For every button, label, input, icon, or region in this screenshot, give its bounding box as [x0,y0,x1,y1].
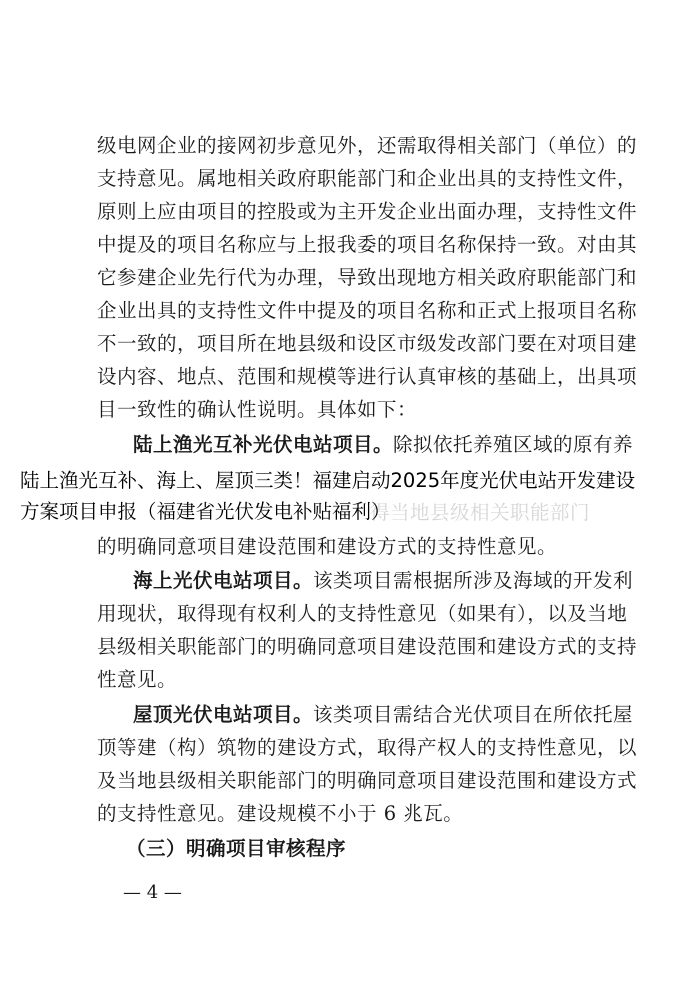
body-line-7: 不一致的，项目所在地县级和设区市级发改部门要在对项目建 [97,332,638,355]
roof-line-2: 顶等建（构）筑物的建设方式，取得产权人的支持性意见，以 [97,736,638,759]
body-line-9: 目一致性的确认性说明。具体如下： [97,398,418,421]
headline-overlay-banner [0,462,700,532]
land-text-partial: 除拟依托养殖区域的原有养 [393,433,634,456]
body-line-3: 原则上应由项目的控股或为主开发企业出面办理，支持性文件 [97,200,638,223]
sea-line-2: 用现状，取得现有权利人的支持性意见（如果有），以及当地 [97,602,628,625]
land-label: 陆上渔光互补光伏电站项目。 [133,433,394,456]
body-line-2: 支持意见。属地相关政府职能部门和企业出具的支持性文件， [97,167,638,190]
banner-title-line-1: 陆上渔光互补、海上、屋顶三类！福建启动2025年度光伏电站开发建设 [20,469,636,492]
land-paragraph-first-line [133,432,633,458]
roof-first-text: 该类项目需结合光伏项目在所依托屋 [313,703,634,726]
section-heading: （三）明确项目审核程序 [126,837,347,860]
roof-line-3: 及当地县级相关职能部门的明确同意项目建设范围和建设方式 [97,769,638,792]
page-number: — 4 — [123,882,182,903]
body-line-8: 设内容、地点、范围和规模等进行认真审核的基础上，出具项 [97,365,638,388]
sea-line-4: 性意见。 [97,668,178,691]
roof-label: 屋顶光伏电站项目。 [133,703,314,726]
body-line-4: 中提及的项目名称应与上报我委的项目名称保持一致。对由其 [97,233,638,256]
body-line-5: 它参建企业先行代为办理，导致出现地方相关政府职能部门和 [97,266,638,289]
land-last-line: 的明确同意项目建设范围和建设方式的支持性意见。 [97,535,558,558]
roof-paragraph-first-line [133,702,633,728]
body-line-1: 级电网企业的接网初步意见外，还需取得相关部门（单位）的 [97,134,638,157]
sea-label: 海上光伏电站项目。 [133,569,314,592]
roof-line-4: 的支持性意见。建设规模不小于 6 兆瓦。 [97,802,464,825]
body-line-6: 企业出具的支持性文件中提及的项目名称和正式上报项目名称 [97,299,638,322]
sea-paragraph-first-line [133,568,633,594]
sea-line-3: 县级相关职能部门的明确同意项目建设范围和建设方式的支持 [97,635,638,658]
banner-title-line-2: 方案项目申报（福建省光伏发电补贴福利） [20,500,391,523]
sea-first-text: 该类项目需根据所涉及海域的开发利 [313,569,634,592]
